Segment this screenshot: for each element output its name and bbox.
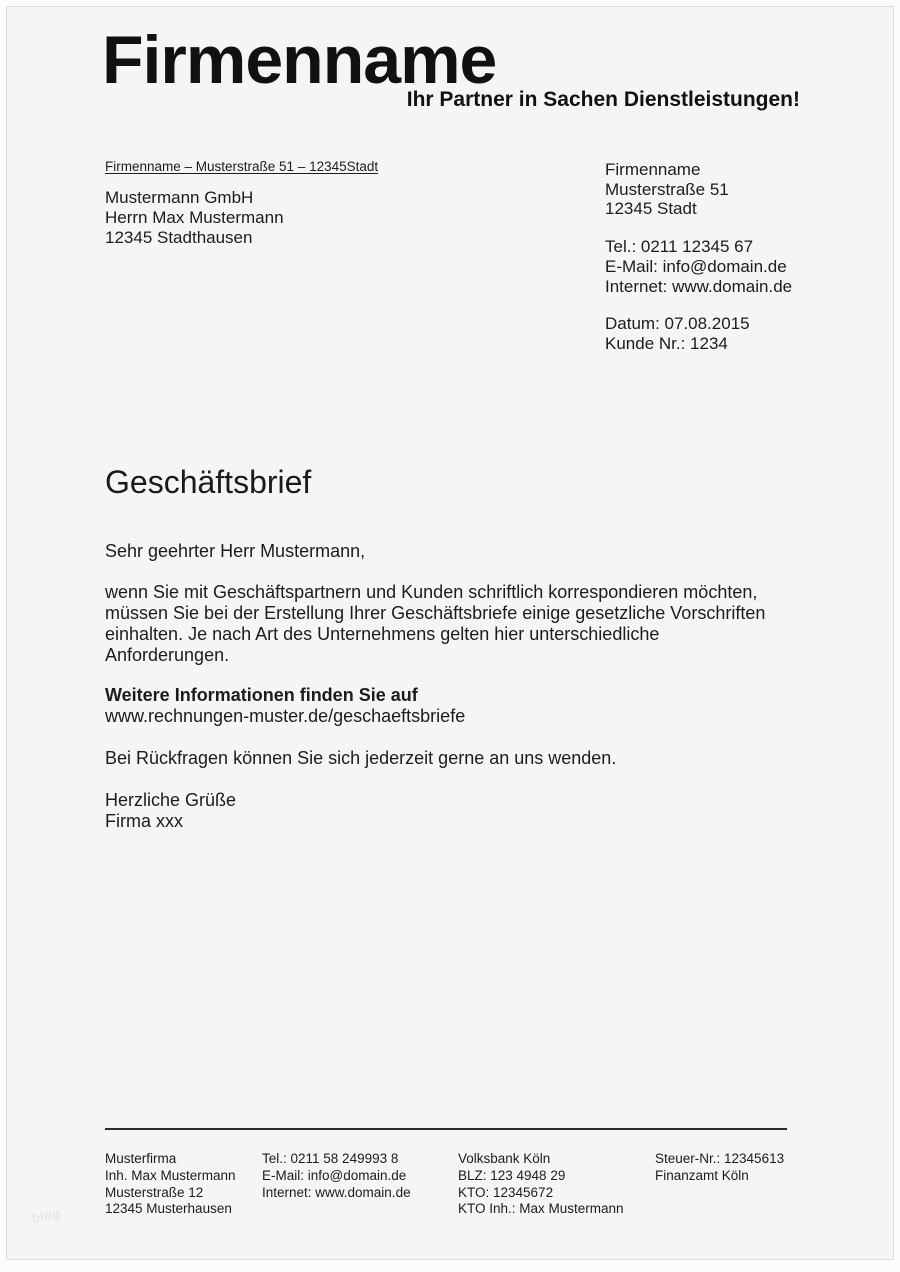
letter-date: Datum: 07.08.2015 (605, 314, 750, 334)
sender-website: Internet: www.domain.de (605, 276, 793, 296)
sender-address-line: Musterstraße 51 (605, 179, 729, 199)
recipient-line: Herrn Max Mustermann (105, 208, 284, 227)
recipient-address-block (105, 188, 284, 248)
body-line: wenn Sie mit Geschäftspartnern und Kunden schriftlich korrespondieren möchten, (105, 582, 758, 602)
footer-line: 12345 Musterhausen (105, 1201, 232, 1217)
sender-address-group (605, 160, 792, 219)
footer-line: Musterstraße 12 (105, 1184, 204, 1200)
footer-line: E-Mail: info@domain.de (262, 1167, 407, 1183)
customer-number: Kunde Nr.: 1234 (605, 333, 728, 353)
footer-line: KTO Inh.: Max Mustermann (458, 1201, 624, 1217)
letter-meta-group (605, 314, 792, 353)
sender-address-line: Firmenname (605, 160, 701, 179)
signature-name: Firma xxx (105, 811, 183, 831)
footer-line: Internet: www.domain.de (262, 1184, 411, 1200)
info-url: www.rechnungen-muster.de/geschaeftsbriefe (105, 706, 466, 726)
closing-greeting: Herzliche Grüße (105, 790, 237, 810)
letter-body (105, 541, 815, 832)
body-paragraph (105, 582, 815, 666)
company-logo-text: Firmenname (102, 22, 497, 98)
footer-tax-column (655, 1151, 784, 1185)
footer-line: Tel.: 0211 58 249993 8 (262, 1151, 399, 1166)
footer-contact-column (262, 1151, 411, 1201)
footer-line: BLZ: 123 4948 29 (458, 1167, 566, 1183)
info-reference (105, 685, 815, 727)
footer-company-column (105, 1151, 236, 1218)
sender-phone: Tel.: 0211 12345 67 (605, 237, 754, 257)
sender-address-line: 12345 Stadt (605, 199, 697, 219)
footer-line: KTO: 12345672 (458, 1184, 554, 1200)
footer-divider (105, 1128, 787, 1130)
company-tagline: Ihr Partner in Sachen Dienstleistungen! (406, 88, 800, 111)
recipient-line: 12345 Stadthausen (105, 228, 253, 247)
body-line: einhalten. Je nach Art des Unternehmens gelten hier unterschiedliche (105, 624, 660, 644)
footer-line: Inh. Max Mustermann (105, 1167, 236, 1183)
salutation: Sehr geehrter Herr Mustermann, (105, 541, 366, 561)
body-line: müssen Sie bei der Erstellung Ihrer Geschäftsbriefe einige gesetzliche Vorschriften (105, 603, 766, 623)
footer-line: Musterfirma (105, 1151, 177, 1166)
footer-bank-column (458, 1151, 624, 1218)
sender-info-block (605, 160, 792, 372)
footer-line: Volksbank Köln (458, 1151, 551, 1166)
body-line: Anforderungen. (105, 645, 230, 665)
sender-return-address: Firmenname – Musterstraße 51 – 12345Stadt (105, 159, 379, 174)
closing-paragraph: Bei Rückfragen können Sie sich jederzeit gerne an uns wenden. (105, 748, 617, 768)
sender-contact-group (605, 237, 792, 296)
sender-email: E-Mail: info@domain.de (605, 256, 787, 276)
footer-line: Finanzamt Köln (655, 1167, 749, 1183)
signature-block (105, 790, 815, 832)
watermark: blog (30, 1205, 62, 1226)
footer-line: Steuer-Nr.: 12345613 (655, 1151, 785, 1166)
recipient-line: Mustermann GmbH (105, 188, 254, 207)
subject-line: Geschäftsbrief (105, 464, 312, 500)
info-heading: Weitere Informationen finden Sie auf (105, 685, 418, 705)
